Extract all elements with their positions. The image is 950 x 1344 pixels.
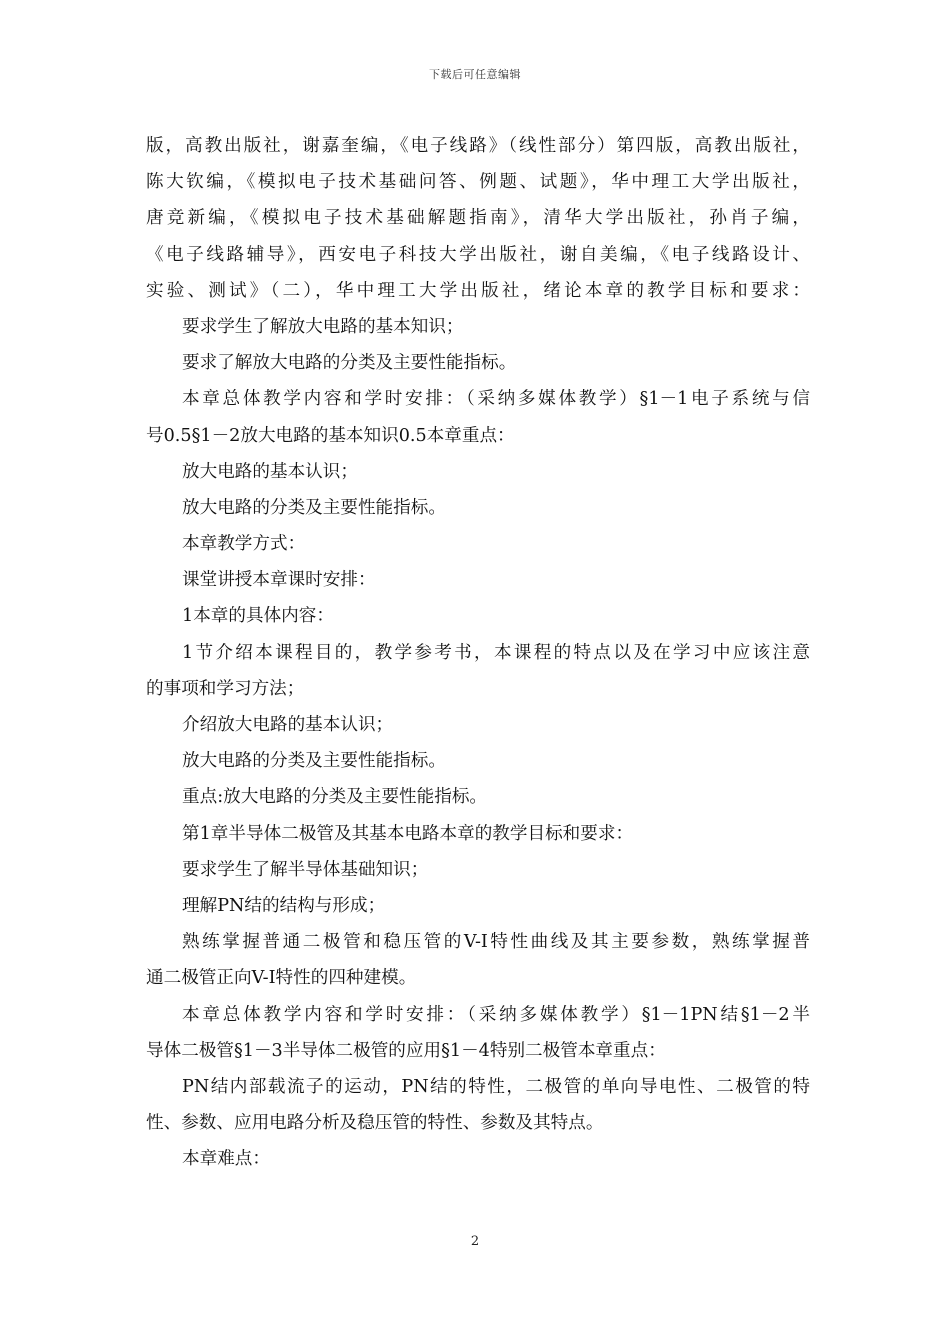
page-header: 下载后可任意编辑 [429,68,521,81]
text-line: 《电子线路辅导》，西安电子科技大学出版社，谢自美编，《电子线路设计、 [146,244,810,265]
text-line: 要求学生了解半导体基础知识； [182,859,429,880]
text-line: 本章教学方式： [182,534,306,555]
text-line: 课堂讲授本章课时安排： [182,570,376,591]
page-number: 2 [470,1234,480,1249]
text-line: 唐竞新编，《模拟电子技术基础解题指南》，清华大学出版社，孙肖子编， [146,208,810,229]
text-line: 的事项和学习方法； [146,678,305,699]
text-line: 本章总体教学内容和学时安排：（采纳多媒体教学）§1－1电子系统与信 [182,389,810,410]
text-line: 实验、测试》（二），华中理工大学出版社，绪论本章的教学目标和要求： [146,280,810,301]
text-line: 性、参数、应用电路分析及稳压管的特性、参数及其特点。 [146,1113,604,1134]
text-line: 本章总体教学内容和学时安排：（采纳多媒体教学）§1－1PN结§1－2半 [182,1004,810,1025]
text-line: 陈大钦编，《模拟电子技术基础问答、例题、试题》，华中理工大学出版社， [146,172,810,193]
text-line: 通二极管正向V-I特性的四种建模。 [146,968,417,989]
text-line: 本章难点： [182,1149,270,1170]
text-line: 1本章的具体内容： [182,606,334,627]
text-line: 第1章半导体二极管及其基本电路本章的教学目标和要求： [182,823,634,844]
text-line: 熟练掌握普通二极管和稳压管的V-I特性曲线及其主要参数，熟练掌握普 [182,932,810,953]
text-line: 理解PN结的结构与形成； [182,895,386,916]
text-line: 放大电路的基本认识； [182,461,358,482]
text-line: PN结内部载流子的运动，PN结的特性，二极管的单向导电性、二极管的特 [182,1076,810,1097]
text-line: 导体二极管§1－3半导体二极管的应用§1－4特别二极管本章重点： [146,1040,666,1061]
text-line: 号0.5§1－2放大电路的基本知识0.5本章重点： [146,425,515,446]
text-line: 要求学生了解放大电路的基本知识； [182,316,464,337]
document-body [146,128,810,1177]
text-line: 版，高教出版社，谢嘉奎编，《电子线路》（线性部分）第四版，高教出版社， [146,136,810,156]
text-line: 要求了解放大电路的分类及主要性能指标。 [182,353,517,374]
text-line: 重点:放大电路的分类及主要性能指标。 [182,787,488,808]
text-line: 放大电路的分类及主要性能指标。 [182,751,446,772]
text-line: 介绍放大电路的基本认识； [182,715,394,735]
text-line: 1节介绍本课程目的，教学参考书，本课程的特点以及在学习中应该注意 [182,642,810,663]
text-line: 放大电路的分类及主要性能指标。 [182,497,446,518]
